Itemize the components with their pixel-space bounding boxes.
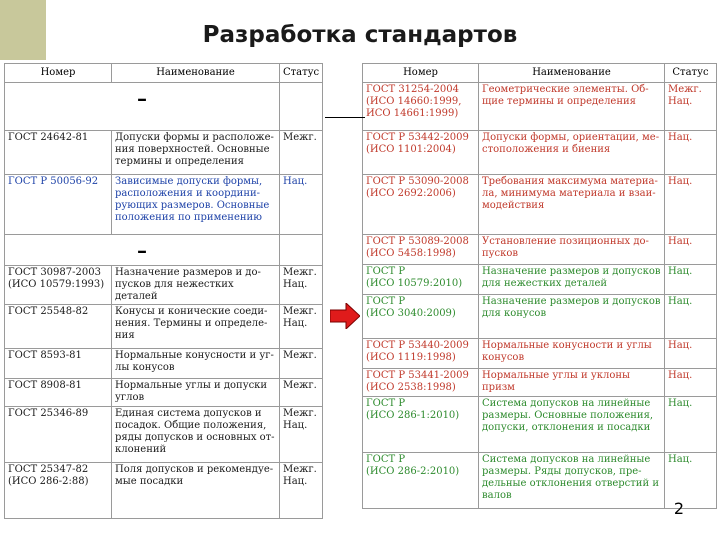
cell-name [479, 83, 665, 131]
cell-number [5, 175, 112, 235]
cell-name-text: Поля допусков и рекомендуе- мые посадки [115, 464, 274, 487]
cell-name-text: Геометрические элементы. Об- щие термины и определения [482, 84, 649, 107]
table-row [5, 131, 323, 175]
cell-name-text: Назначение размеров и допусков для конусов [482, 296, 661, 319]
cell-number-text: ГОСТ Р 53089-2008 (ИСО 5458:1998) [366, 236, 469, 259]
table-row [5, 463, 323, 519]
cell-status-text: Нац. [283, 176, 308, 187]
page-number: 2 [673, 499, 684, 518]
cell-name-text: Зависимые допуски формы, расположения и координи- рующих размеров. Основные положения по применению [115, 176, 270, 223]
right-arrow-icon [330, 303, 360, 329]
cell-number [5, 463, 112, 519]
cell-status-text: Нац. [668, 398, 693, 409]
cell-number-text: ГОСТ 25548-82 [8, 306, 89, 317]
cell-name-text: Нормальные конусности и уг- лы конусов [115, 350, 274, 373]
page-title: Разработка стандартов [202, 22, 518, 48]
cell-name [112, 407, 280, 463]
cell-name-text: Нормальные конусности и углы конусов [482, 340, 652, 363]
cell-name [112, 131, 280, 175]
cell-name [479, 131, 665, 175]
cell-status [280, 463, 323, 519]
cell-status-text: Межг. Нац. [668, 84, 702, 107]
cell-number-text: ГОСТ 8908-81 [8, 380, 82, 391]
cell-name [479, 453, 665, 509]
cell-number [5, 266, 112, 305]
table-row [363, 295, 717, 339]
cell-name [112, 463, 280, 519]
header-status: Статус [665, 64, 717, 83]
cell-status [665, 397, 717, 453]
cell-number [363, 83, 479, 131]
cell-status-text: Нац. [668, 176, 693, 187]
table-row [5, 349, 323, 379]
cell-status-text: Нац. [668, 296, 693, 307]
cell-number [363, 131, 479, 175]
cell-status-text: Межг. [283, 380, 317, 391]
cell-number [363, 175, 479, 235]
cell-number-text: ГОСТ Р (ИСО 286-1:2010) [366, 398, 460, 421]
cell-number-text: ГОСТ 25346-89 [8, 408, 89, 419]
cell-name-text: Система допусков на линейные размеры. Основные положения, допуски, отклонения и посадки [482, 398, 654, 433]
cell-status [665, 235, 717, 265]
cell-name-text: Установление позиционных до- пусков [482, 236, 649, 259]
cell-status-text: Нац. [668, 266, 693, 277]
cell-number-text: ГОСТ Р 53442-2009 (ИСО 1101:2004) [366, 132, 469, 155]
header-num: Номер [5, 64, 112, 83]
cell-name [479, 295, 665, 339]
empty-cell [280, 83, 323, 131]
cell-number [363, 453, 479, 509]
cell-number-text: ГОСТ 31254-2004 (ИСО 14660:1999, ИСО 14661:1999) [366, 84, 462, 119]
cell-status [280, 349, 323, 379]
table-row [363, 265, 717, 295]
connector-line [325, 117, 365, 118]
cell-status [665, 339, 717, 369]
cell-number [363, 235, 479, 265]
cell-status [665, 369, 717, 397]
table-row [363, 235, 717, 265]
cell-status-text: Межг. Нац. [283, 306, 317, 329]
cell-name-text: Единая система допусков и посадок. Общие положения, ряды допусков и основных от- клонений [115, 408, 275, 455]
cell-status-text: Нац. [668, 236, 693, 247]
table-row [5, 305, 323, 349]
cell-name [479, 339, 665, 369]
cell-status [280, 175, 323, 235]
cell-status [280, 266, 323, 305]
cell-status [665, 295, 717, 339]
cell-status-text: Межг. Нац. [283, 464, 317, 487]
cell-number-text: ГОСТ Р 50056-92 [8, 176, 99, 187]
table-row [363, 397, 717, 453]
cell-name [112, 305, 280, 349]
cell-status [665, 131, 717, 175]
cell-number [5, 379, 112, 407]
cell-status-text: Нац. [668, 340, 693, 351]
cell-number-text: ГОСТ Р (ИСО 3040:2009) [366, 296, 456, 319]
cell-number-text: ГОСТ 25347-82 (ИСО 286-2:88) [8, 464, 89, 487]
cell-name [479, 369, 665, 397]
cell-name-text: Нормальные углы и уклоны призм [482, 370, 630, 393]
cell-number [363, 265, 479, 295]
header-num: Номер [363, 64, 479, 83]
cell-status [665, 83, 717, 131]
cell-number [363, 339, 479, 369]
cell-number-text: ГОСТ 8593-81 [8, 350, 82, 361]
cell-name-text: Нормальные углы и допуски углов [115, 380, 268, 403]
cell-status-text: Межг. Нац. [283, 267, 317, 290]
cell-name-text: Допуски формы и расположе- ния поверхностей. Основные термины и определения [115, 132, 274, 167]
cell-number-text: ГОСТ Р 53440-2009 (ИСО 1119:1998) [366, 340, 469, 363]
cell-status-text: Нац. [668, 454, 693, 465]
cell-number-text: ГОСТ 30987-2003 (ИСО 10579:1993) [8, 267, 105, 290]
new-standards-table [362, 63, 717, 509]
table-row [5, 266, 323, 305]
cell-status [280, 407, 323, 463]
table-row [363, 339, 717, 369]
cell-number-text: ГОСТ 24642-81 [8, 132, 89, 143]
cell-name-text: Допуски формы, ориентации, ме- стоположения и биения [482, 132, 660, 155]
header-status: Статус [280, 64, 323, 83]
table-row [5, 175, 323, 235]
cell-status-text: Межг. [283, 350, 317, 361]
cell-status [665, 265, 717, 295]
cell-status [280, 379, 323, 407]
cell-number [363, 369, 479, 397]
cell-number [5, 407, 112, 463]
table-header-row [5, 64, 323, 83]
cell-name-text: Назначение размеров и допусков для нежестких деталей [482, 266, 661, 289]
cell-name [112, 175, 280, 235]
table-row [363, 369, 717, 397]
table-row [363, 175, 717, 235]
table-row [363, 453, 717, 509]
cell-name [112, 266, 280, 305]
cell-status [665, 175, 717, 235]
cell-number [5, 349, 112, 379]
dash-cell: – [5, 235, 280, 266]
cell-status-text: Нац. [668, 370, 693, 381]
cell-name-text: Назначение размеров и до- пусков для нежестких деталей [115, 267, 261, 302]
cell-status-text: Нац. [668, 132, 693, 143]
header-name: Наименование [479, 64, 665, 83]
cell-name-text: Конусы и конические соеди- нения. Термины и определе- ния [115, 306, 268, 341]
table-row [363, 131, 717, 175]
cell-number-text: ГОСТ Р 53441-2009 (ИСО 2538:1998) [366, 370, 469, 393]
cell-status [665, 453, 717, 509]
cell-number-text: ГОСТ Р (ИСО 286-2:2010) [366, 454, 460, 477]
cell-name [479, 397, 665, 453]
cell-number [5, 131, 112, 175]
cell-number [363, 295, 479, 339]
empty-cell [280, 235, 323, 266]
table-header-row [363, 64, 717, 83]
dash-cell: – [5, 83, 280, 131]
cell-status [280, 131, 323, 175]
table-row [5, 379, 323, 407]
table-row [5, 83, 323, 131]
cell-name [112, 379, 280, 407]
cell-name [479, 175, 665, 235]
cell-number [363, 397, 479, 453]
table-row [363, 83, 717, 131]
cell-number-text: ГОСТ Р 53090-2008 (ИСО 2692:2006) [366, 176, 469, 199]
cell-name [479, 235, 665, 265]
table-row [5, 235, 323, 266]
cell-number [5, 305, 112, 349]
cell-status-text: Межг. Нац. [283, 408, 317, 431]
cell-name-text: Система допусков на линейные размеры. Ряды допусков, пре- дельные отклонения отверстий и валов [482, 454, 659, 501]
table-row [5, 407, 323, 463]
cell-name-text: Требования максимума материа- ла, минимума материала и взаи- модействия [482, 176, 658, 211]
cell-name [479, 265, 665, 295]
cell-status [280, 305, 323, 349]
cell-number-text: ГОСТ Р (ИСО 10579:2010) [366, 266, 463, 289]
old-standards-table [4, 63, 323, 519]
header-name: Наименование [112, 64, 280, 83]
cell-status-text: Межг. [283, 132, 317, 143]
cell-name [112, 349, 280, 379]
